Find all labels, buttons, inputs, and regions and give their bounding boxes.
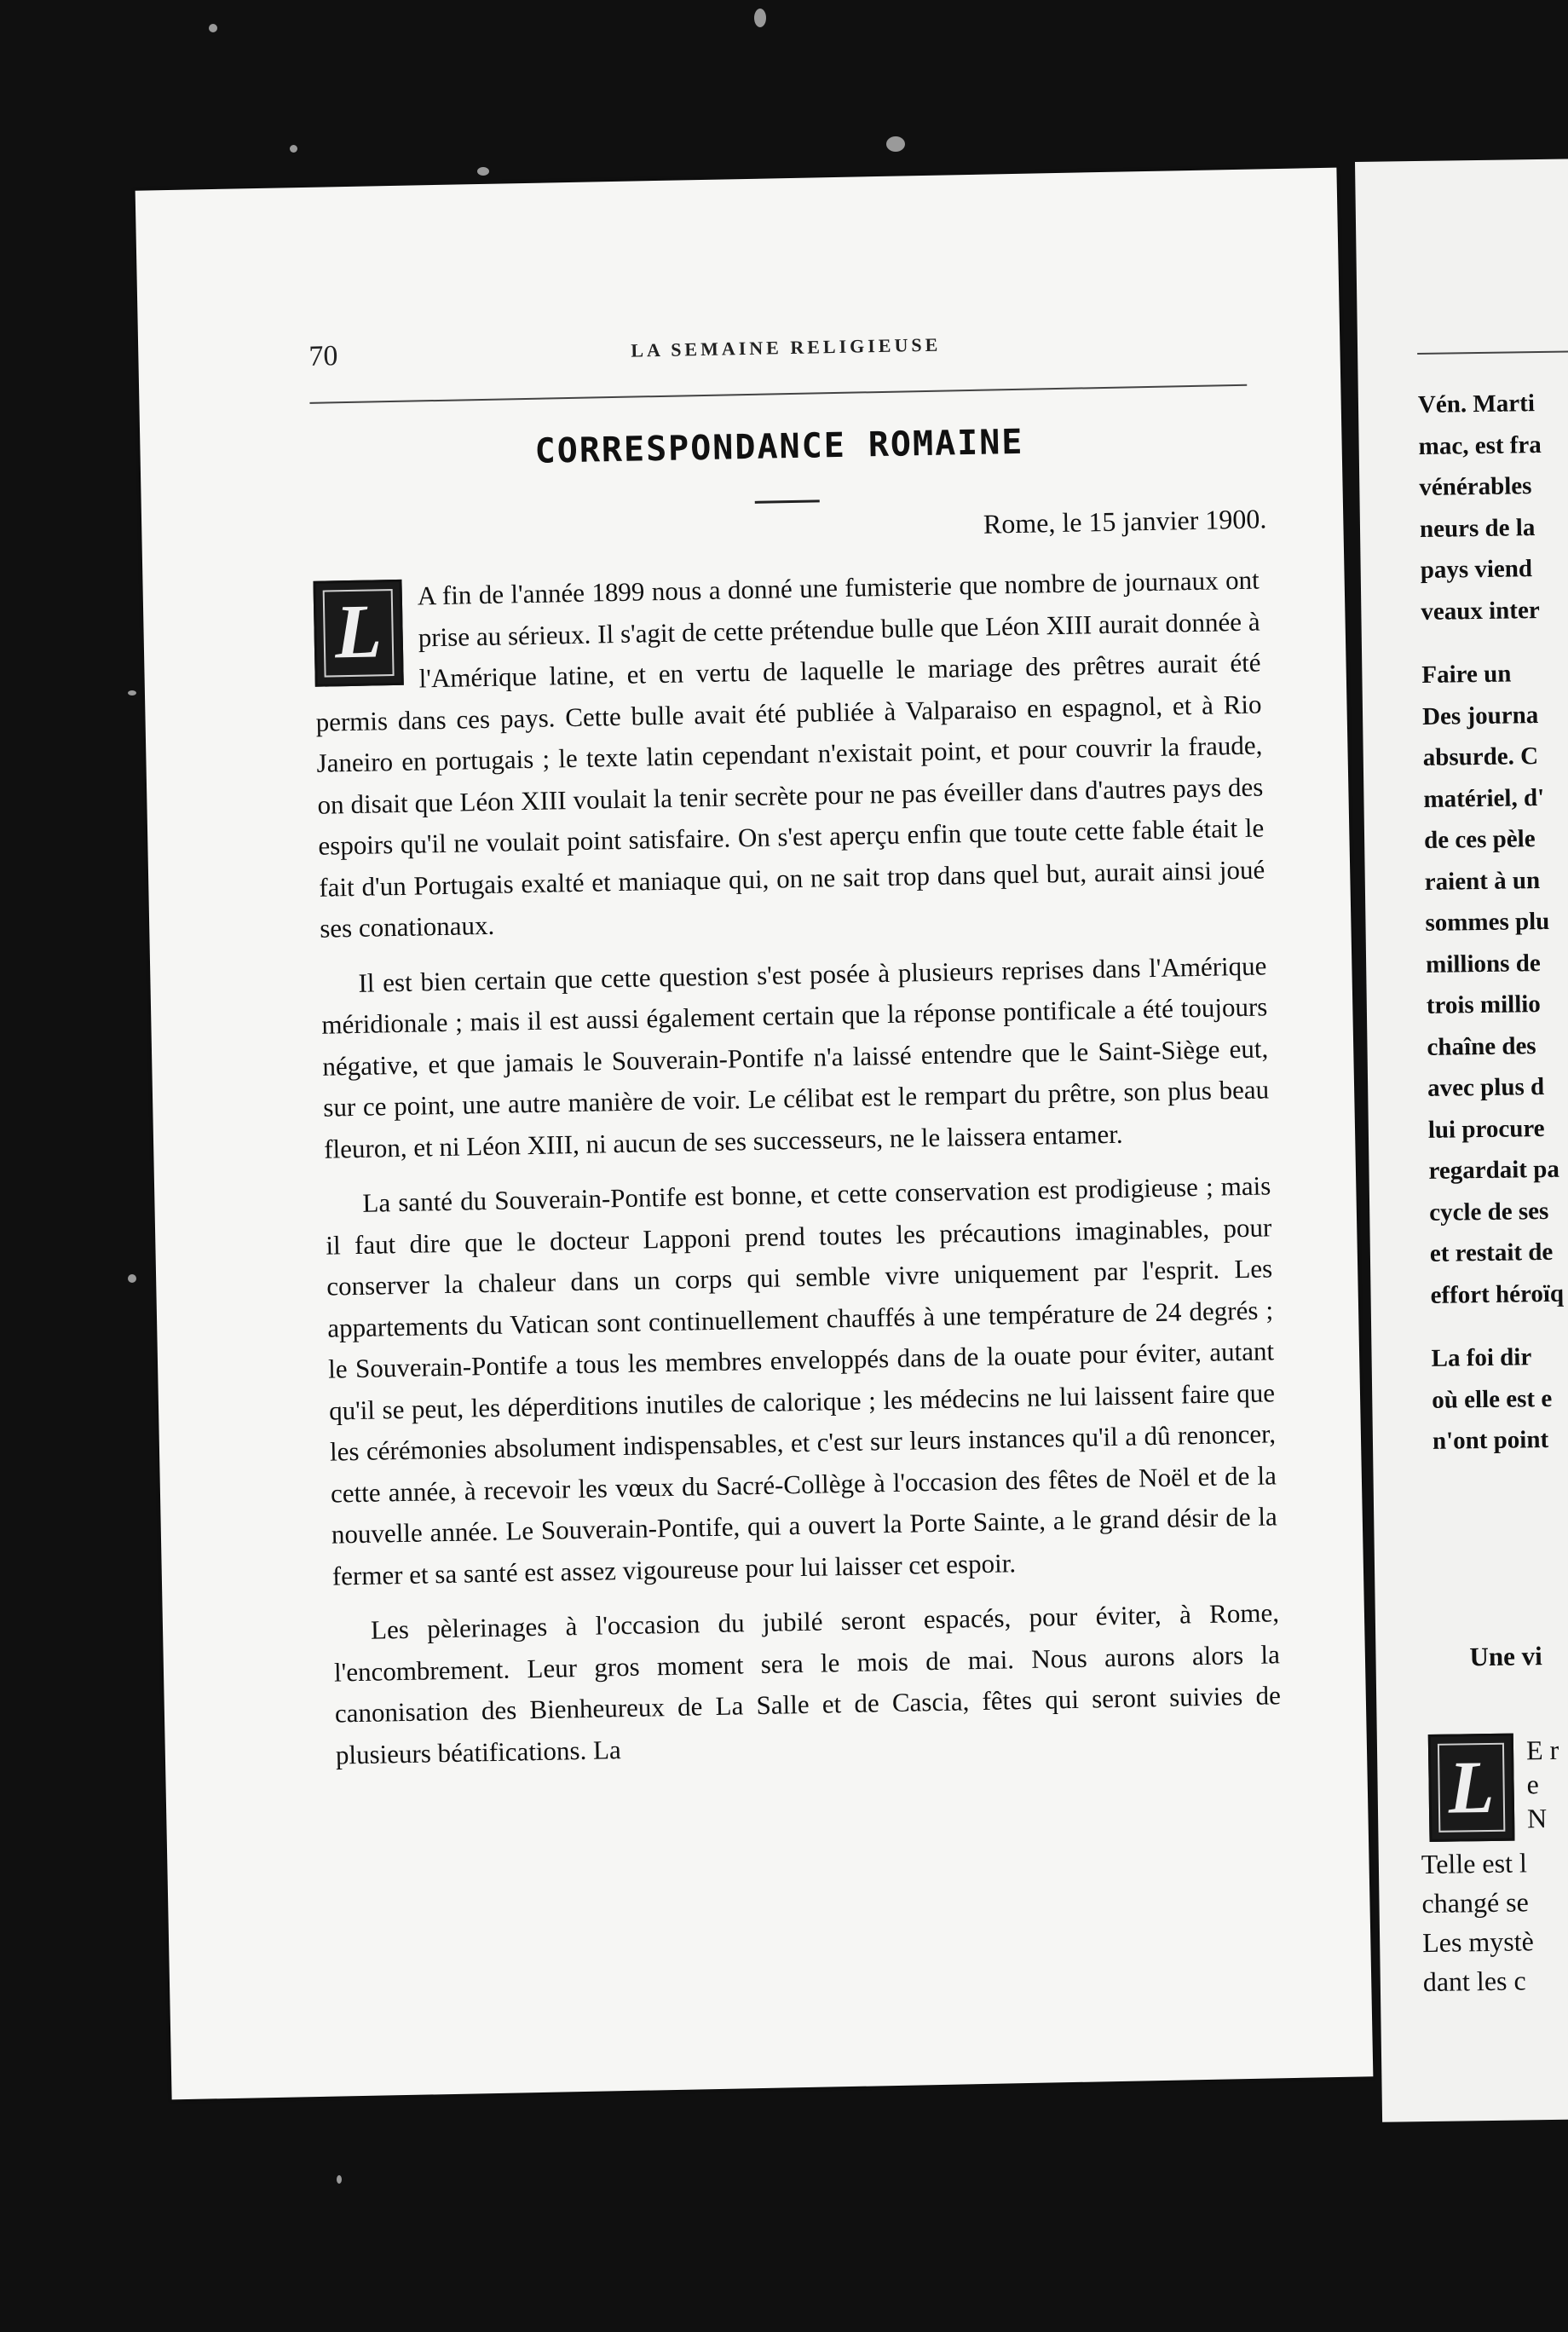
facing-page-text — [1418, 379, 1568, 1462]
text-line: Telle est l — [1421, 1847, 1528, 1880]
main-page — [135, 168, 1374, 2100]
initial-letter: L — [334, 589, 383, 675]
text-line: sommes plu — [1425, 907, 1550, 937]
initial-letter: L — [1448, 1746, 1496, 1830]
text-line: veaux inter — [1421, 596, 1540, 626]
text-line: N — [1526, 1803, 1548, 1834]
dust-speck — [290, 145, 297, 153]
text-line: trois millio — [1426, 990, 1542, 1019]
paragraph: Il est bien certain que cette question s'est posée à plusieurs reprises dans l'Amérique méridionale ; mais il est aussi également certain que la réponse pontificale a été toujours négative, et que jamais le Souverain-Pontife n'a laissé entendre que le Saint-Siège eut, sur ce point, une autre manière de voir. Le célibat est le rempart du prêtre, son plus beau fleuron, et ni Léon XIII, ni aucun de ses successeurs, ne le laissera entamer. — [321, 950, 1270, 1164]
text-line: Les mystè — [1421, 1925, 1535, 1959]
text-line: raient à un — [1424, 866, 1541, 896]
text-line: avec plus d — [1427, 1073, 1545, 1102]
facing-page — [1355, 159, 1568, 2122]
dust-speck — [128, 1274, 136, 1283]
dust-speck — [754, 9, 766, 27]
text-line: La foi dir — [1431, 1343, 1532, 1372]
text-line: Vén. Marti — [1417, 390, 1536, 418]
text-line: E r — [1525, 1734, 1559, 1766]
text-line: regardait pa — [1428, 1155, 1560, 1185]
article-heading: CORRESPONDANCE ROMAINE — [534, 422, 1024, 471]
ornamental-initial-icon — [1428, 1734, 1515, 1842]
text-line: mac, est fra — [1418, 430, 1542, 460]
initial-side-text — [1526, 1733, 1560, 1836]
text-line: où elle est e — [1432, 1384, 1553, 1414]
heading-rule — [755, 499, 820, 503]
paragraph: La santé du Souverain-Pontife est bonne, et cette conservation est prodigieuse ; mais il faut dire que le docteur Lapponi prend toutes les précautions imaginables, pour conserver la chaleur dans un corps qui semble vivre uniquement par l'esprit. Les appartements du Vatican sont continuellement chauffés à une température de 24 degrés ; le Souverain-Pontife a tous les membres enveloppés dans de la ouate pour éviter, autant qu'il se peut, les déperditions inutiles de calorique ; les médecins ne lui laissent faire que les cérémonies absolument indispensables, et c'est sur leurs instances qu'il a dû renoncer, cette année, à recevoir les vœux du Sacré-Collège à l'occasion des fêtes de Noël et de la nouvelle année. Le Souverain-Pontife, qui a ouvert la Porte Sainte, a le grand désir de la fermer et sa santé est assez vigoureuse pour lui laisser cet espoir. — [326, 1170, 1278, 1591]
text-line: dant les c — [1422, 1965, 1526, 1998]
paragraph: Les pèlerinages à l'occasion du jubilé seront espacés, pour éviter, à Rome, l'encombrement. Leur gros moment sera le mois de mai. Nous aurons alors la canonisation des Bienheureux de La Salle et de Cascia, fêtes qui seront suivies de plusieurs béatifications. La — [333, 1597, 1282, 1770]
text-line: et restait de — [1429, 1238, 1554, 1267]
paragraph-text: A fin de l'année 1899 nous a donné une fumisterie que nombre de journaux ont prise au sérieux. Il s'agit de cette prétendue bulle que Léon XIII aurait donnée à l'Amérique latine, et en vertu de laquelle le mariage des prêtres aurait été permis dans ces pays. Cette bulle avait été publiée à Valparaiso en espagnol, et à Rio Janeiro en portugais ; le texte latin cependant n'existait point, et pour couvrir la fraude, on disait que Léon XIII voulait la tenir secrète pour ne pas éveiller dans d'autres pays des espoirs qu'il ne voulait point satisfaire. On s'est aperçu enfin que toute cette fable était le fait d'un Portugais exalté et maniaque qui, on ne sait trop dans quel but, aurait ainsi joué ses conationaux. — [315, 564, 1265, 944]
ornamental-initial-icon — [313, 580, 403, 687]
header-rule — [309, 384, 1247, 404]
facing-subheading: Une vi — [1469, 1641, 1542, 1672]
facing-tail-text — [1421, 1843, 1535, 2001]
running-title: LA SEMAINE RELIGIEUSE — [631, 333, 942, 361]
dust-speck — [477, 167, 489, 176]
text-line: lui procure — [1427, 1114, 1545, 1144]
text-line: millions de — [1425, 949, 1541, 978]
text-line: changé se — [1421, 1886, 1530, 1919]
dust-speck — [886, 136, 905, 152]
text-line: absurde. C — [1422, 742, 1539, 771]
article-body — [313, 560, 1282, 1790]
text-line: neurs de la — [1419, 513, 1536, 543]
text-line: matériel, d' — [1423, 783, 1545, 813]
text-line: n'ont point — [1432, 1425, 1549, 1455]
dust-speck — [209, 24, 217, 32]
text-line: e — [1526, 1769, 1540, 1800]
text-line: Faire un — [1421, 660, 1512, 689]
page-number: 70 — [308, 340, 338, 372]
text-line: chaîne des — [1427, 1031, 1536, 1061]
text-line: de ces pèle — [1423, 825, 1536, 854]
dust-speck — [337, 2175, 342, 2184]
text-line: effort héroïq — [1430, 1279, 1565, 1309]
text-line: Des journa — [1421, 701, 1539, 730]
text-line: vénérables — [1419, 472, 1532, 501]
text-line: pays viend — [1420, 555, 1533, 584]
dust-speck — [128, 690, 136, 696]
paragraph — [313, 560, 1265, 950]
text-line: cycle de ses — [1428, 1197, 1549, 1227]
dateline: Rome, le 15 janvier 1900. — [983, 503, 1267, 540]
header-rule — [1417, 349, 1568, 355]
running-header — [308, 322, 1264, 383]
